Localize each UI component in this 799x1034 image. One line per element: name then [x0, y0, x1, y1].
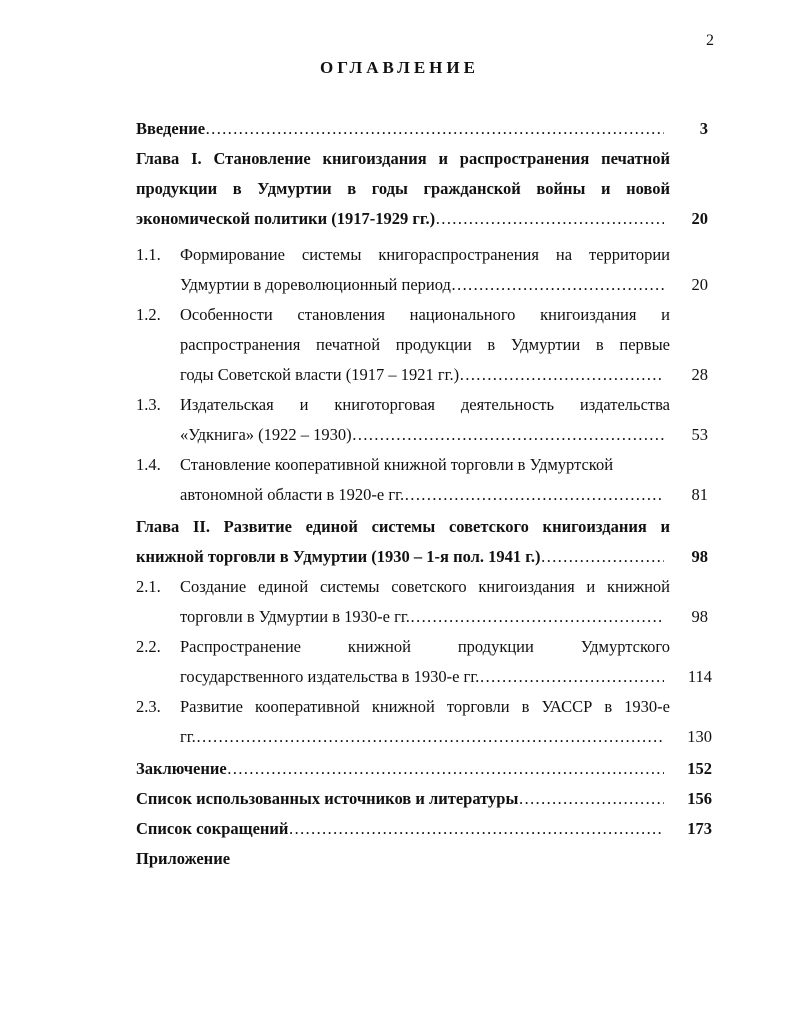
- dot-leader: [288, 814, 664, 844]
- dot-leader: [196, 722, 664, 752]
- toc-page-number: 114: [687, 667, 712, 686]
- dot-leader: [435, 204, 664, 234]
- toc-entry-label: Приложение: [136, 849, 231, 868]
- toc-entry-label: Заключение: [136, 759, 227, 778]
- toc-page-number: 28: [691, 365, 708, 384]
- toc-section-number: 1.1.: [136, 245, 161, 264]
- page-number: 2: [706, 32, 714, 49]
- toc-entry-line: Глава I. Становление книгоиздания и распространения печатной: [136, 149, 670, 168]
- dot-leader: [352, 420, 664, 450]
- toc-page-number: 3: [699, 119, 708, 138]
- toc-entry-line: Распространение книжной продукции Удмуртского: [180, 637, 670, 656]
- toc-page-number: 156: [687, 789, 712, 808]
- toc-section-number: 2.3.: [136, 697, 161, 716]
- toc-entry-line: автономной области в 1920-е гг.: [180, 485, 405, 504]
- toc-entry-line: Особенности становления национального книгоиздания и: [180, 305, 670, 324]
- toc-page-number: 53: [691, 425, 708, 444]
- toc-entry-line: Становление кооперативной книжной торговли в Удмуртской: [180, 455, 614, 474]
- toc-section-number: 2.1.: [136, 577, 161, 596]
- toc-entry-line: годы Советской власти (1917 – 1921 гг.): [180, 365, 460, 384]
- dot-leader: [459, 360, 664, 390]
- toc-entry-line: гг.: [180, 727, 196, 746]
- toc-entry-line: государственного издательства в 1930-е гг.: [180, 667, 480, 686]
- toc-page-number: 98: [691, 547, 708, 566]
- toc-entry-line: Формирование системы книгораспространения на территории: [180, 245, 670, 264]
- toc-title: ОГЛАВЛЕНИЕ: [320, 58, 479, 77]
- toc-page-number: 173: [687, 819, 712, 838]
- toc-page-number: 20: [691, 209, 708, 228]
- dot-leader: [227, 754, 664, 784]
- toc-entry-line: книжной торговли в Удмуртии (1930 – 1-я пол. 1941 г.): [136, 547, 541, 566]
- dot-leader: [479, 662, 664, 692]
- toc-entry-line: Удмуртии в дореволюционный период: [180, 275, 451, 294]
- toc-section-number: 2.2.: [136, 637, 161, 656]
- toc-page-number: 81: [691, 485, 708, 504]
- toc-section-number: 1.2.: [136, 305, 161, 324]
- toc-page-number: 152: [687, 759, 712, 778]
- toc-entry-line: торговли в Удмуртии в 1930-е гг.: [180, 607, 410, 626]
- toc-entry-line: Издательская и книготорговая деятельность издательства: [180, 395, 670, 414]
- toc-entry-line: экономической политики (1917-1929 гг.): [136, 209, 436, 228]
- dot-leader: [205, 114, 664, 144]
- toc-entry-line: Глава II. Развитие единой системы советского книгоиздания и: [136, 517, 670, 536]
- toc-page-number: 98: [691, 607, 708, 626]
- dot-leader: [518, 784, 664, 814]
- dot-leader: [541, 542, 665, 572]
- toc-entry-line: «Удкнига» (1922 – 1930): [180, 425, 352, 444]
- toc-section-number: 1.4.: [136, 455, 161, 474]
- toc-entry-label: Список использованных источников и литературы: [136, 789, 519, 808]
- dot-leader: [404, 480, 664, 510]
- toc-entry-line: распространения печатной продукции в Удмуртии в первые: [180, 335, 670, 354]
- toc-entry-label: Список сокращений: [136, 819, 289, 838]
- dot-leader: [451, 270, 664, 300]
- toc-page-number: 20: [691, 275, 708, 294]
- toc-entry-label: Введение: [136, 119, 206, 138]
- toc-entry-line: Развитие кооперативной книжной торговли в УАССР в 1930-е: [180, 697, 670, 716]
- toc-section-number: 1.3.: [136, 395, 161, 414]
- toc-entry-line: продукции в Удмуртии в годы гражданской войны и новой: [136, 179, 670, 198]
- dot-leader: [410, 602, 664, 632]
- toc-page-number: 130: [687, 727, 712, 746]
- toc-entry-line: Создание единой системы советского книгоиздания и книжной: [180, 577, 670, 596]
